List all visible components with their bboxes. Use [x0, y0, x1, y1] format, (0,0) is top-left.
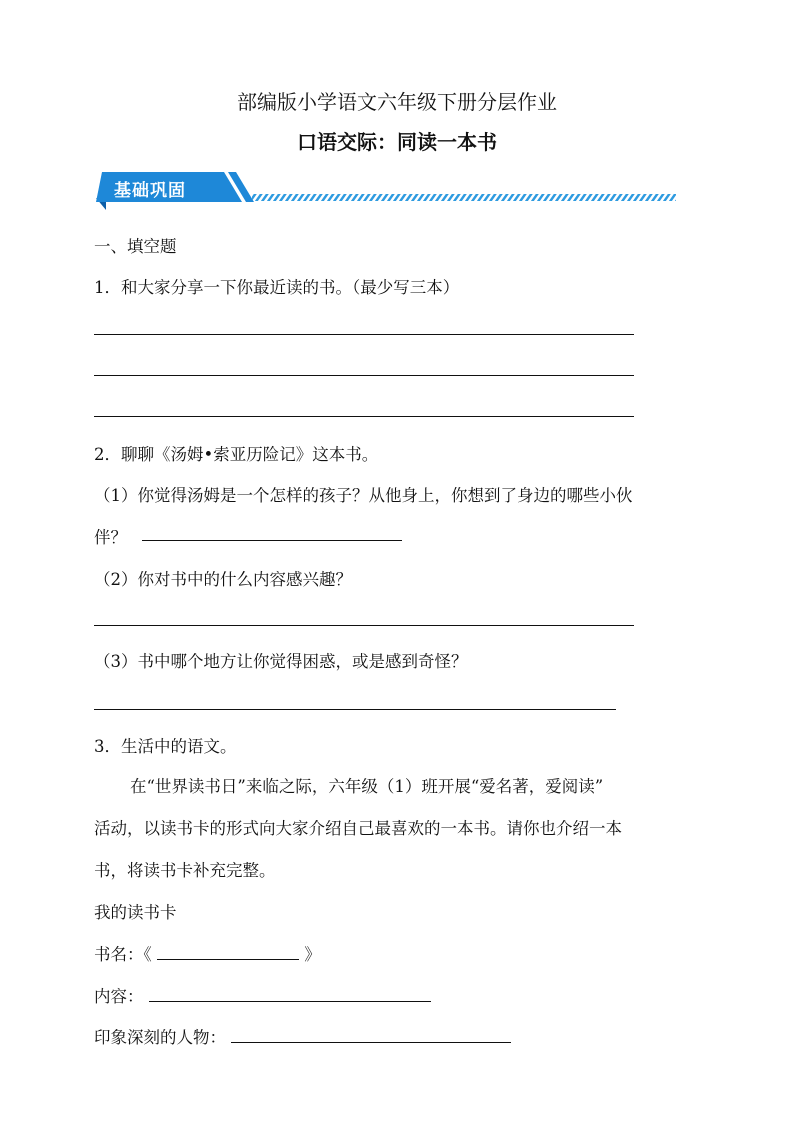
section-banner-label: 基础巩固	[114, 181, 186, 201]
character-label: 印象深刻的人物：	[94, 1028, 226, 1047]
answer-line[interactable]	[142, 540, 402, 541]
book-name-row	[94, 941, 321, 965]
reading-card-title: 我的读书卡	[94, 903, 177, 922]
book-name-close-mark: 》	[304, 945, 321, 964]
question-3-paragraph-line-1: 在“世界读书日”来临之际，六年级（1）班开展“爱名著，爱阅读”	[130, 777, 604, 796]
question-2-text: 2．聊聊《汤姆•索亚历险记》这本书。	[94, 445, 379, 464]
answer-line[interactable]	[94, 709, 616, 710]
page-subtitle: 口语交际：同读一本书	[297, 130, 497, 154]
content-blank[interactable]	[149, 987, 431, 1002]
question-3-text: 3．生活中的语文。	[94, 737, 237, 756]
book-name-label: 书名：《	[94, 945, 152, 964]
question-2-part-1-line-2: 伴？	[94, 528, 127, 547]
character-row	[94, 1024, 511, 1048]
character-blank[interactable]	[231, 1028, 511, 1043]
question-2-part-2: （2）你对书中的什么内容感兴趣？	[94, 570, 352, 589]
question-2-part-1-line-1: （1）你觉得汤姆是一个怎样的孩子？从他身上，你想到了身边的哪些小伙	[94, 486, 633, 505]
question-3-paragraph-line-3: 书，将读书卡补充完整。	[94, 861, 276, 880]
question-1-text: 1．和大家分享一下你最近读的书。（最少写三本）	[94, 278, 460, 297]
question-3-paragraph-line-2: 活动，以读书卡的形式向大家介绍自己最喜欢的一本书。请你也介绍一本	[94, 819, 622, 838]
content-row	[94, 983, 431, 1007]
banner-striped-rule	[252, 194, 676, 201]
page-title: 部编版小学语文六年级下册分层作业	[237, 90, 557, 114]
answer-line[interactable]	[94, 375, 634, 376]
answer-line[interactable]	[94, 416, 634, 417]
section-banner	[92, 168, 682, 216]
question-2-part-3: （3）书中哪个地方让你觉得困惑，或是感到奇怪？	[94, 652, 468, 671]
section-heading: 一、填空题	[94, 237, 177, 256]
answer-line[interactable]	[94, 334, 634, 335]
content-label: 内容：	[94, 987, 144, 1006]
book-name-blank[interactable]	[157, 945, 299, 960]
answer-line[interactable]	[94, 625, 634, 626]
